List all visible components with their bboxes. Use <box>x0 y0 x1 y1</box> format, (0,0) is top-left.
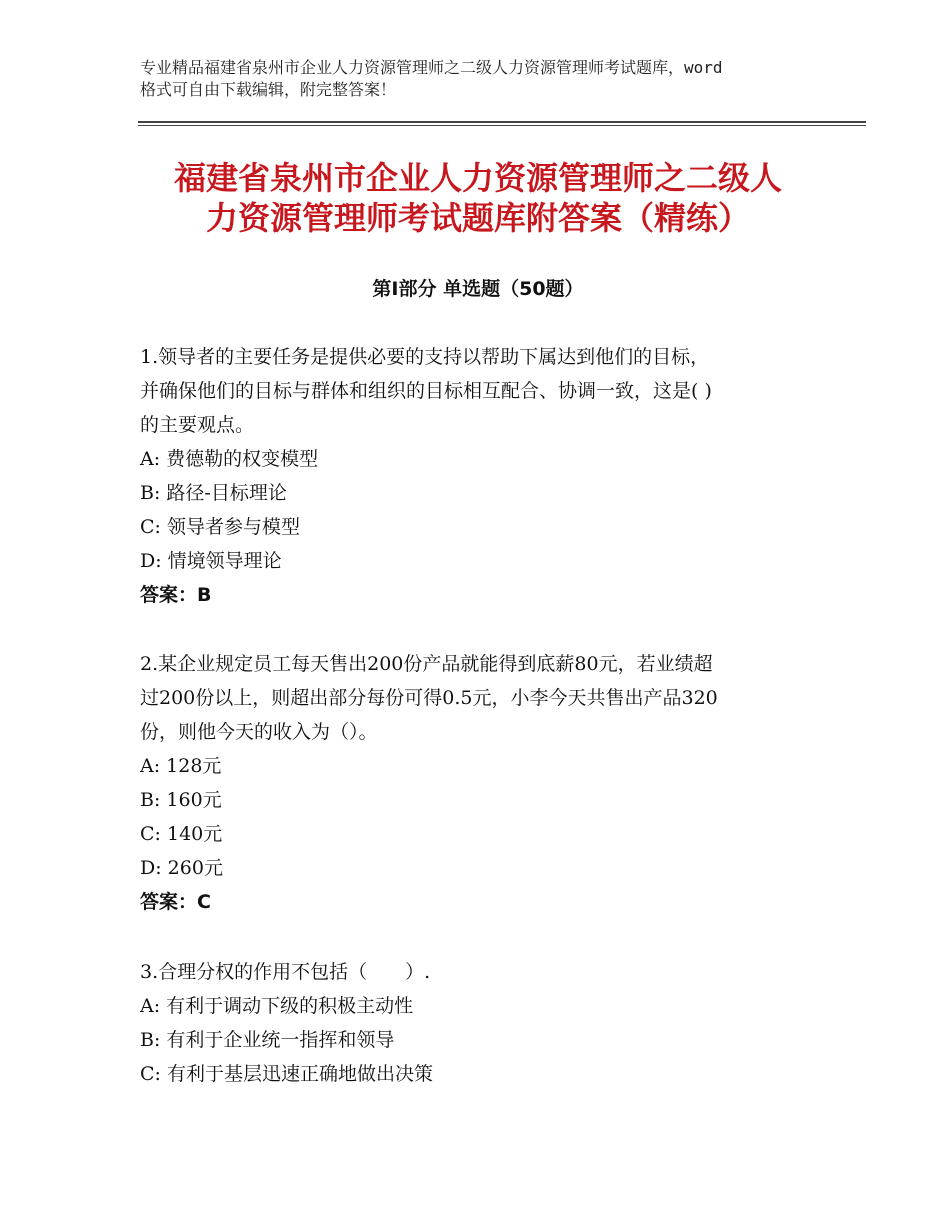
option-c: C: 领导者参与模型 <box>140 516 300 538</box>
option-c: C: 有利于基层迅速正确地做出决策 <box>140 1063 433 1085</box>
document-title-line-1: 福建省泉州市企业人力资源管理师之二级人 <box>173 159 782 197</box>
question-stem-line: 份，则他今天的收入为（）。 <box>140 721 378 743</box>
question-1 <box>140 340 820 612</box>
header-rule-thin <box>138 125 866 126</box>
question-3 <box>140 955 820 1091</box>
question-stem-line: 的主要观点。 <box>140 414 255 436</box>
option-a: A: 128元 <box>140 755 222 777</box>
option-d: D: 情境领导理论 <box>140 550 282 572</box>
document-title <box>138 158 818 238</box>
answer: 答案：C <box>140 891 211 913</box>
option-b: B: 路径-目标理论 <box>140 482 287 504</box>
option-b: B: 有利于企业统一指挥和领导 <box>140 1029 395 1051</box>
question-stem-line: 过200份以上，则超出部分每份可得0.5元，小李今天共售出产品320 <box>140 687 718 709</box>
question-stem-line: 1.领导者的主要任务是提供必要的支持以帮助下属达到他们的目标， <box>140 346 710 368</box>
header-note-line-1: 专业精品福建省泉州市企业人力资源管理师之二级人力资源管理师考试题库，word <box>140 58 723 77</box>
question-stem-line: 2.某企业规定员工每天售出200份产品就能得到底薪80元，若业绩超 <box>140 653 713 675</box>
option-d: D: 260元 <box>140 857 223 879</box>
header-rule-thick <box>138 121 866 123</box>
question-2 <box>140 647 820 919</box>
option-c: C: 140元 <box>140 823 223 845</box>
question-stem-line: 并确保他们的目标与群体和组织的目标相互配合、协调一致，这是( ) <box>140 380 712 402</box>
header-note <box>140 57 830 101</box>
section-heading: 第Ⅰ部分 单选题（50题） <box>372 278 584 300</box>
header-note-line-2: 格式可自由下载编辑，附完整答案！ <box>140 80 397 99</box>
option-b: B: 160元 <box>140 789 222 811</box>
option-a: A: 有利于调动下级的积极主动性 <box>140 995 414 1017</box>
document-title-line-2: 力资源管理师考试题库附答案（精练） <box>205 199 750 237</box>
option-a: A: 费德勒的权变模型 <box>140 448 319 470</box>
question-stem-line: 3.合理分权的作用不包括（ ）. <box>140 961 431 983</box>
answer: 答案：B <box>140 584 212 606</box>
